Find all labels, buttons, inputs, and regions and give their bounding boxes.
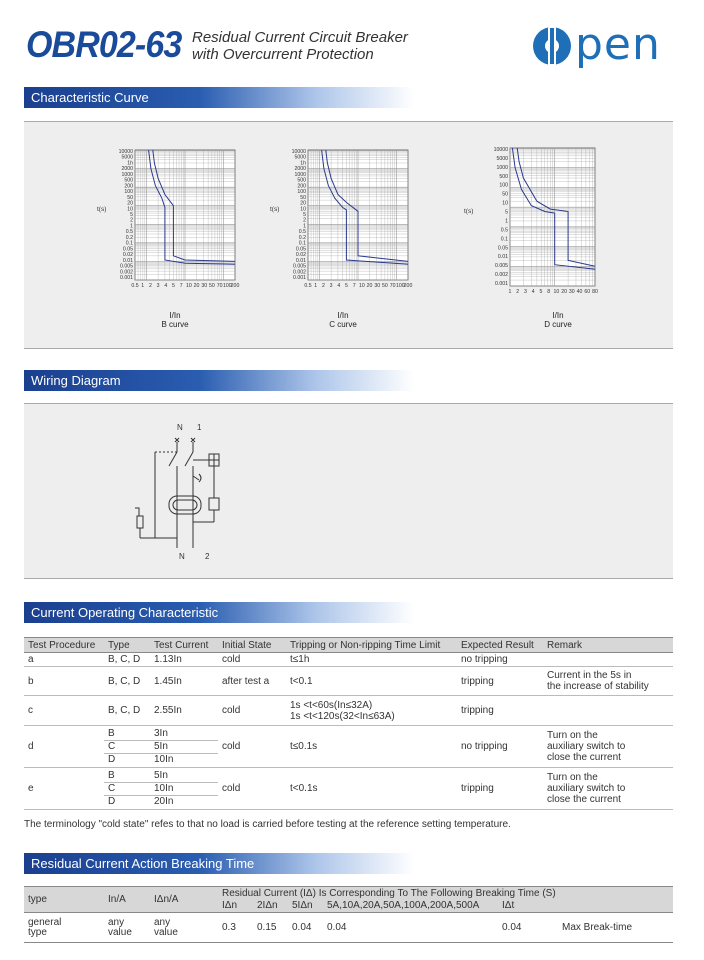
c-curve-xlabel [328, 311, 358, 320]
x-tick-label: 200 [230, 283, 240, 289]
header-idn-5x: 5IΔn [288, 900, 323, 913]
cell-limit: t<0.1s [286, 768, 457, 810]
sub-current: 10In [150, 782, 218, 795]
cold-state-note: The terminology "cold state" refes to that no load is carried before testing at the reference setting temperature. [24, 819, 511, 830]
x-tick-label: 70 [389, 283, 396, 289]
y-tick-label: 0.002 [120, 269, 133, 276]
x-tick-label: 4 [531, 289, 535, 295]
y-tick-label: 0.1 [500, 236, 508, 243]
limit-line: 1s <t<120s(32<In≤63A) [290, 710, 395, 722]
x-tick-label: 20 [561, 289, 567, 295]
y-tick-label: 200 [297, 183, 306, 190]
cell-line: value [108, 926, 132, 938]
x-tick-label: 30 [201, 283, 208, 289]
product-subtitle [192, 29, 408, 63]
section-operating-characteristic: Current Operating Characteristic [24, 602, 414, 623]
sub-type: C [104, 782, 150, 795]
y-tick-label: 0.005 [293, 263, 306, 270]
y-tick-label: 5 [130, 212, 133, 218]
header-type: Type [104, 638, 150, 653]
x-tick-label: 2 [321, 283, 325, 289]
cell-type-current-group [104, 768, 218, 810]
b-curve-chart [95, 145, 255, 305]
cell-current: 2.55In [150, 696, 218, 726]
y-tick-label: 0.05 [295, 246, 306, 253]
x-tick-label: 10 [553, 289, 560, 295]
y-tick-label: 0.01 [497, 254, 508, 261]
x-tick-label: 100 [395, 283, 405, 289]
cell-line: any [108, 916, 125, 928]
header-fixed-currents: 5A,10A,20A,50A,100A,200A,500A [323, 900, 498, 913]
wiring-label-top-1: 1 [197, 423, 202, 432]
y-tick-label: 50 [502, 191, 508, 198]
y-tick-label: 1000 [496, 164, 508, 171]
cell-result: tripping [457, 667, 543, 696]
header-initial-state: Initial State [218, 638, 286, 653]
x-tick-label: 0.5 [304, 283, 312, 289]
y-tick-label: 5000 [121, 154, 133, 161]
c-curve-name: C curve [329, 320, 357, 329]
y-tick-label: 10000 [291, 149, 306, 155]
header-idn-2x: 2IΔn [253, 900, 288, 913]
b-curve-svg [95, 145, 255, 305]
y-tick-label: 5000 [294, 154, 306, 161]
sub-current: 10In [154, 754, 174, 766]
x-tick-label: 40 [576, 289, 583, 295]
sub-current: 3In [150, 727, 218, 740]
x-tick-label: 200 [403, 283, 413, 289]
wiring-diagram [125, 418, 235, 573]
d-curve-xlabel [543, 311, 573, 320]
cell-state: cold [218, 768, 286, 810]
brand-logo [531, 19, 681, 72]
cell-remark [543, 667, 673, 696]
cell-type: B, C, D [104, 653, 150, 667]
cell-in [104, 913, 150, 943]
x-tick-label: 30 [374, 283, 381, 289]
b-xlabel-text: I/In [169, 311, 181, 320]
cell-result: no tripping [457, 653, 543, 667]
cell-line: value [154, 926, 178, 938]
y-tick-label: 10000 [118, 149, 133, 155]
cell-v3: 0.04 [288, 913, 323, 943]
remark-line: Turn on the [547, 730, 598, 741]
cell-proc: d [24, 726, 104, 768]
header-expected-result: Expected Result [457, 638, 543, 653]
y-tick-label: 0.5 [500, 227, 508, 234]
y-tick-label: 0.5 [125, 229, 133, 236]
y-tick-label: 0.2 [298, 234, 306, 241]
remark-line: auxiliary switch to [547, 741, 626, 752]
header-type: type [24, 887, 104, 913]
x-tick-label: 7 [179, 283, 183, 289]
cell-result: tripping [457, 768, 543, 810]
y-tick-label: 20 [127, 200, 133, 207]
remark-line: auxiliary switch to [547, 783, 626, 794]
c-xlabel-text: I/In [337, 311, 349, 320]
x-tick-label: 100 [222, 283, 232, 289]
cell-v2: 0.15 [253, 913, 288, 943]
y-tick-label: 20 [300, 200, 306, 207]
y-tick-label: 2000 [294, 166, 306, 173]
x-tick-label: 50 [382, 283, 388, 289]
cell-state: after test a [218, 667, 286, 696]
header-idt: IΔt [498, 900, 558, 913]
y-tick-label: 0.001 [495, 281, 508, 287]
table-row-c [24, 696, 673, 726]
x-tick-label: 8 [547, 289, 551, 295]
cell-proc: a [24, 653, 104, 667]
cell-state: cold [218, 696, 286, 726]
x-tick-label: 20 [366, 283, 373, 289]
y-tick-label: 100 [499, 182, 508, 189]
y-tick-label: 0.01 [122, 257, 133, 264]
cell-current: 1.45In [150, 667, 218, 696]
residual-header-row-1 [24, 887, 673, 900]
model-title: OBR02-63 [26, 24, 182, 65]
x-tick-label: 3 [156, 283, 160, 289]
y-tick-label: 1h [300, 160, 306, 167]
cell-proc: e [24, 768, 104, 810]
cell-proc: b [24, 667, 104, 696]
wiring-label-top-n: N [177, 423, 183, 432]
x-tick-label: 5 [539, 289, 543, 295]
residual-table [24, 886, 673, 943]
x-tick-label: 1 [508, 289, 512, 295]
remark-line: the increase of stability [547, 681, 649, 692]
y-tick-label: 500 [124, 177, 133, 184]
y-tick-label: 5 [303, 212, 306, 218]
x-tick-label: 5 [345, 283, 348, 289]
sub-type: B [104, 727, 150, 740]
x-tick-label: 1 [314, 283, 318, 289]
y-tick-label: 1000 [294, 171, 306, 178]
d-curve-chart [462, 143, 612, 303]
subtable-d [104, 727, 218, 766]
cell-remark [543, 696, 673, 726]
header-test-current: Test Current [150, 638, 218, 653]
sub-type: D [108, 754, 116, 766]
header-in: In/A [104, 887, 150, 913]
x-tick-label: 4 [337, 283, 341, 289]
sub-type: B [104, 769, 150, 782]
x-tick-label: 7 [352, 283, 356, 289]
y-tick-label: 0.5 [298, 229, 306, 236]
open-logo-icon [531, 22, 573, 68]
sub-type: C [104, 740, 150, 753]
y-tick-label: 0.005 [120, 263, 133, 270]
y-tick-label: 0.2 [125, 234, 133, 241]
subtitle-line-1: Residual Current Circuit Breaker [192, 29, 408, 46]
wiring-panel [24, 403, 673, 579]
y-tick-label: 200 [124, 183, 133, 190]
y-tick-label: 0.002 [293, 269, 306, 276]
y-tick-label: 1000 [121, 171, 133, 178]
y-tick-label: 2 [303, 217, 306, 224]
y-tick-label: 50 [300, 194, 306, 201]
residual-row-general [24, 913, 673, 943]
y-tick-label: 10 [502, 200, 508, 207]
header-remark: Remark [543, 638, 673, 653]
remark-line: close the current [547, 752, 621, 763]
y-tick-label: 2000 [121, 166, 133, 173]
y-tick-label: 0.02 [122, 252, 133, 259]
limit-line: 1s <t<60s(In≤32A) [290, 699, 373, 711]
cell-state: cold [218, 653, 286, 667]
cell-limit: t≤1h [286, 653, 457, 667]
y-axis-label: t(s) [270, 206, 280, 214]
d-curve-svg [462, 143, 612, 303]
cell-v5: 0.04 [498, 913, 558, 943]
cell-line: general [28, 916, 62, 928]
x-tick-label: 60 [584, 289, 591, 295]
y-tick-label: 5 [505, 209, 508, 216]
section-residual-current: Residual Current Action Breaking Time [24, 853, 414, 874]
x-tick-label: 10 [358, 283, 365, 289]
cell-result: tripping [457, 696, 543, 726]
x-tick-label: 1 [141, 283, 145, 289]
remark-line: close the current [547, 794, 621, 805]
table-row-d [24, 726, 673, 768]
x-tick-label: 4 [164, 283, 168, 289]
sub-current: 20In [154, 796, 174, 808]
table-row-b [24, 667, 673, 696]
cell-limit: t<0.1 [286, 667, 457, 696]
y-tick-label: 5000 [496, 155, 508, 162]
y-tick-label: 0.02 [295, 252, 306, 259]
y-tick-label: 1 [303, 223, 306, 230]
y-tick-label: 0.1 [298, 240, 306, 247]
x-tick-label: 70 [216, 283, 223, 289]
cell-remark [543, 768, 673, 810]
table-row-a [24, 653, 673, 667]
y-tick-label: 100 [297, 189, 306, 196]
cell-type: B, C, D [104, 696, 150, 726]
y-tick-label: 500 [297, 177, 306, 184]
c-curve-chart [268, 145, 428, 305]
x-tick-label: 3 [329, 283, 333, 289]
y-tick-label: 0.05 [122, 246, 133, 253]
logo-text: pen [575, 19, 661, 70]
x-tick-label: 5 [172, 283, 175, 289]
y-axis-label: t(s) [97, 206, 107, 214]
d-curve-name: D curve [544, 320, 572, 329]
y-tick-label: 0.01 [295, 257, 306, 264]
section-characteristic-curve: Characteristic Curve [24, 87, 414, 108]
header-idn: IΔn/A [150, 887, 218, 913]
cell-remark [543, 726, 673, 768]
y-tick-label: 2 [130, 217, 133, 224]
table-row-e [24, 768, 673, 810]
y-tick-label: 100 [124, 189, 133, 196]
cell-remark [543, 653, 673, 667]
y-tick-label: 0.005 [495, 263, 508, 270]
d-xlabel-text: I/In [552, 311, 564, 320]
y-tick-label: 10 [300, 206, 306, 213]
x-tick-label: 80 [592, 289, 598, 295]
x-tick-label: 2 [148, 283, 152, 289]
cell-state: cold [218, 726, 286, 768]
x-tick-label: 30 [568, 289, 575, 295]
cell-proc: c [24, 696, 104, 726]
section-wiring-diagram: Wiring Diagram [24, 370, 414, 391]
b-curve-xlabel [160, 311, 190, 320]
wiring-label-bottom-n: N [179, 552, 185, 561]
x-tick-label: 10 [185, 283, 192, 289]
c-curve-svg [268, 145, 428, 305]
subtable-e [104, 769, 218, 808]
y-tick-label: 500 [499, 173, 508, 180]
cell-type [24, 913, 104, 943]
y-tick-label: 0.002 [495, 272, 508, 279]
header-idn-1x: IΔn [218, 900, 253, 913]
y-tick-label: 1 [130, 223, 133, 230]
y-tick-label: 10 [127, 206, 133, 213]
cell-limit [286, 696, 457, 726]
cell-current: 1.13In [150, 653, 218, 667]
subtitle-line-2: with Overcurrent Protection [192, 46, 374, 63]
operating-table [24, 637, 673, 810]
cell-line: any [154, 916, 171, 928]
x-tick-label: 3 [524, 289, 527, 295]
cell-line: type [28, 926, 47, 938]
y-tick-label: 50 [127, 194, 133, 201]
y-tick-label: 1 [505, 218, 508, 225]
x-tick-label: 20 [193, 283, 200, 289]
x-tick-label: 0.5 [131, 283, 139, 289]
sub-type: D [108, 796, 116, 808]
header-test-procedure: Test Procedure [24, 638, 104, 653]
y-tick-label: 0.001 [120, 275, 133, 281]
sub-current: 5In [150, 740, 218, 753]
x-tick-label: 50 [209, 283, 215, 289]
header-residual-group: Residual Current (IΔ) Is Corresponding To The Following Breaking Time (S) [218, 887, 673, 900]
cell-idn [150, 913, 218, 943]
cell-limit: t≤0.1s [286, 726, 457, 768]
y-tick-label: 1h [127, 160, 133, 167]
y-axis-label: t(s) [464, 207, 474, 215]
remark-line: Current in the 5s in [547, 670, 632, 681]
cell-result: no tripping [457, 726, 543, 768]
cell-v4: 0.04 [323, 913, 498, 943]
cell-remark: Max Break-time [558, 913, 673, 943]
y-tick-label: 10000 [493, 147, 508, 153]
cell-type-current-group [104, 726, 218, 768]
y-tick-label: 0.1 [125, 240, 133, 247]
cell-type: B, C, D [104, 667, 150, 696]
wiring-label-bottom-2: 2 [205, 552, 210, 561]
sub-current: 5In [150, 769, 218, 782]
x-tick-label: 2 [516, 289, 520, 295]
header-blank [558, 900, 673, 913]
y-tick-label: 0.001 [293, 275, 306, 281]
wiring-schematic-icon [125, 418, 235, 568]
b-curve-name: B curve [161, 320, 189, 329]
cell-v1: 0.3 [218, 913, 253, 943]
operating-header-row [24, 638, 673, 653]
header-time-limit: Tripping or Non-ripping Time Limit [286, 638, 457, 653]
y-tick-label: 0.05 [497, 245, 508, 252]
remark-line: Turn on the [547, 772, 598, 783]
